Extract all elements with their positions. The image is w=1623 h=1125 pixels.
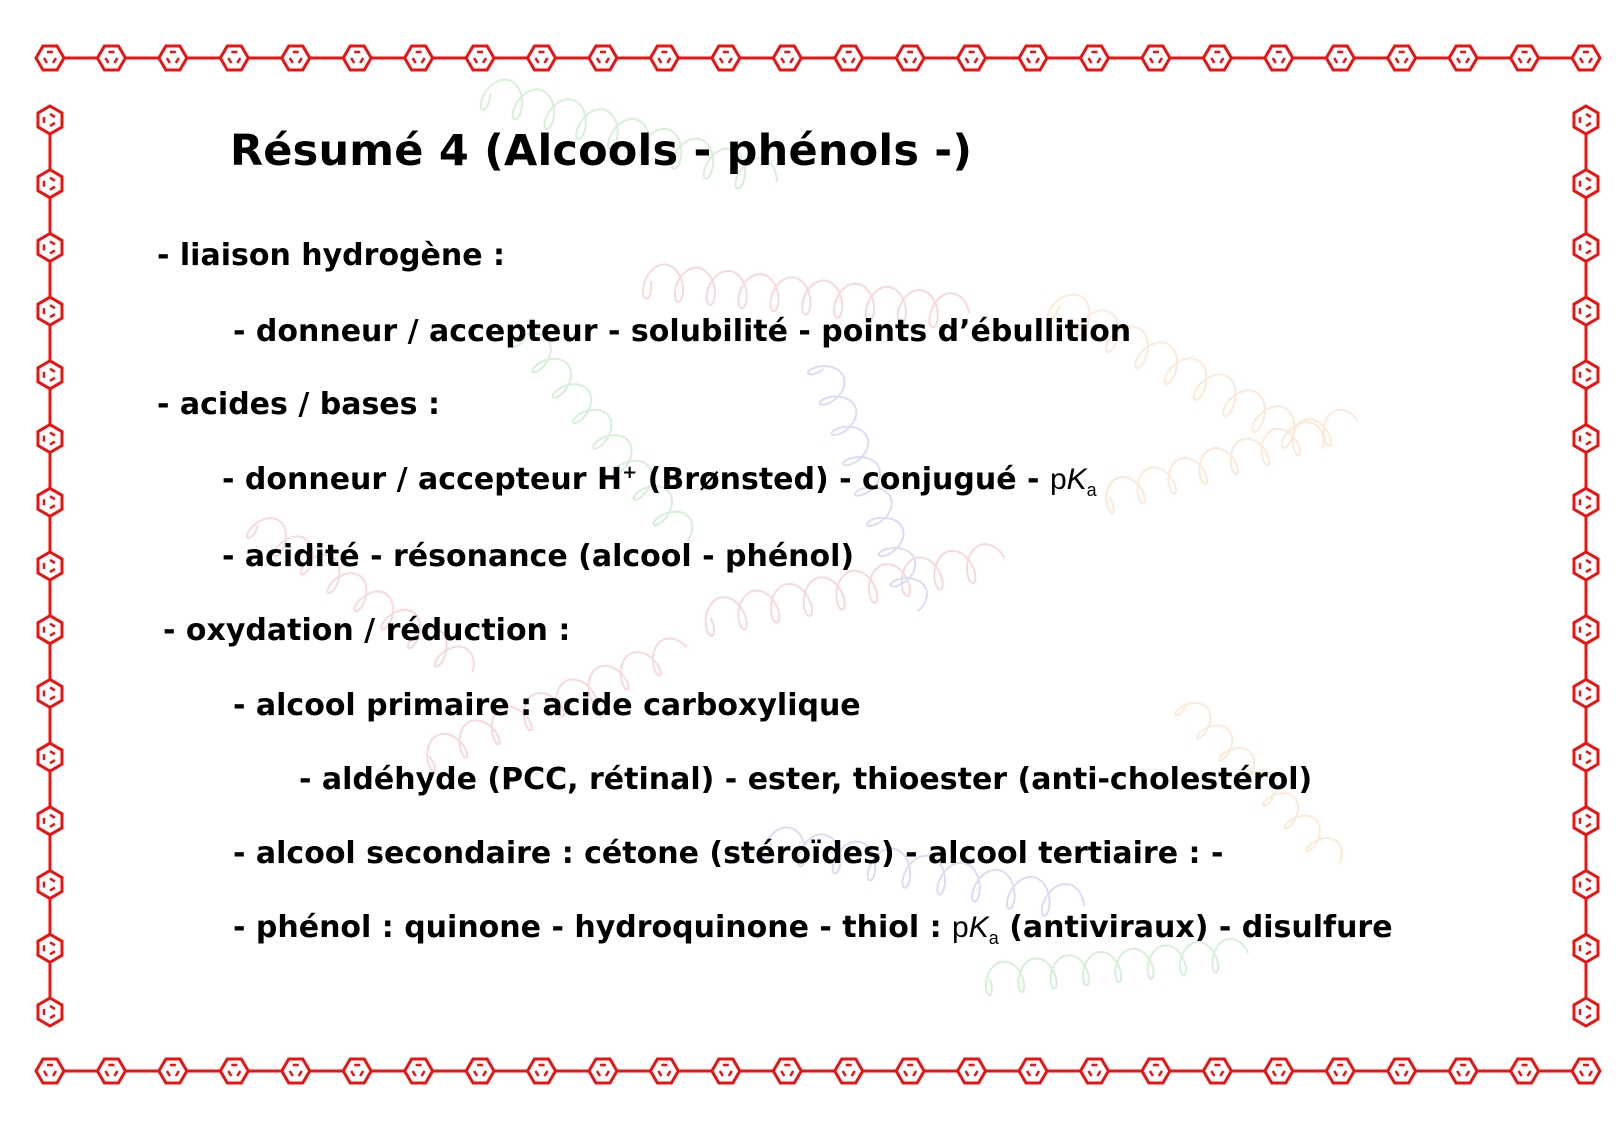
- benzene-ring-icon: [896, 46, 924, 70]
- pka-p: p: [1049, 463, 1067, 496]
- benzene-ring-icon: [38, 361, 62, 389]
- benzene-ring-icon: [1574, 807, 1598, 835]
- benzene-ring-icon: [38, 998, 62, 1026]
- benzene-ring-icon: [1574, 743, 1598, 771]
- benzene-ring-icon: [1080, 1059, 1108, 1083]
- benzene-ring-icon: [1511, 1059, 1539, 1083]
- benzene-ring-icon: [405, 1059, 433, 1083]
- benzene-ring-icon: [773, 1059, 801, 1083]
- benzene-ring-icon: [835, 1059, 863, 1083]
- benzene-ring-icon: [36, 46, 64, 70]
- benzene-ring-icon: [159, 46, 187, 70]
- benzene-ring-icon: [589, 1059, 617, 1083]
- benzene-ring-icon: [896, 1059, 924, 1083]
- benzene-ring-icon: [38, 170, 62, 198]
- benzene-ring-icon: [38, 679, 62, 707]
- benzene-ring-icon: [1574, 361, 1598, 389]
- benzene-ring-icon: [1203, 1059, 1231, 1083]
- benzene-ring-icon: [1326, 46, 1354, 70]
- benzene-ring-icon: [528, 1059, 556, 1083]
- benzene-ring-icon: [38, 488, 62, 516]
- benzene-ring-icon: [1574, 552, 1598, 580]
- benzene-ring-icon: [38, 233, 62, 261]
- benzene-ring-icon: [589, 46, 617, 70]
- benzene-ring-icon: [1574, 297, 1598, 325]
- benzene-ring-icon: [38, 807, 62, 835]
- bronsted-text: - donneur / accepteur H: [222, 462, 623, 497]
- list-subitem-bronsted: [222, 462, 1097, 500]
- benzene-ring-icon: [1574, 616, 1598, 644]
- benzene-ring-icon: [159, 1059, 187, 1083]
- benzene-ring-icon: [712, 1059, 740, 1083]
- benzene-ring-icon: [38, 425, 62, 453]
- benzene-ring-icon: [36, 1059, 64, 1083]
- list-item-liaison-hydrogene: - liaison hydrogène :: [157, 238, 506, 273]
- benzene-ring-icon: [1080, 46, 1108, 70]
- benzene-ring-icon: [1019, 46, 1047, 70]
- benzene-ring-icon: [1449, 46, 1477, 70]
- benzene-ring-icon: [958, 1059, 986, 1083]
- page-title: Résumé 4 (Alcools - phénols -): [230, 126, 973, 176]
- benzene-ring-icon: [343, 46, 371, 70]
- benzene-ring-icon: [1574, 998, 1598, 1026]
- list-subitem-alcool-secondaire: - alcool secondaire : cétone (stéroïdes) - alcool tertiaire : -: [233, 836, 1224, 871]
- benzene-ring-icon: [282, 46, 310, 70]
- benzene-ring-icon: [650, 46, 678, 70]
- benzene-ring-icon: [773, 46, 801, 70]
- benzene-ring-icon: [466, 46, 494, 70]
- benzene-ring-icon: [38, 934, 62, 962]
- benzene-ring-icon: [1574, 170, 1598, 198]
- list-subitem-donneur-accepteur: - donneur / accepteur - solubilité - points d’ébullition: [233, 314, 1132, 349]
- benzene-ring-icon: [1574, 106, 1598, 134]
- benzene-ring-icon: [343, 1059, 371, 1083]
- benzene-ring-icon: [1574, 233, 1598, 261]
- benzene-ring-icon: [1574, 425, 1598, 453]
- benzene-ring-icon: [38, 616, 62, 644]
- benzene-ring-icon: [650, 1059, 678, 1083]
- phenol-text-2: (antiviraux) - disulfure: [998, 910, 1393, 945]
- benzene-ring-icon: [38, 552, 62, 580]
- benzene-ring-icon: [38, 871, 62, 899]
- benzene-ring-icon: [1142, 1059, 1170, 1083]
- benzene-ring-icon: [1572, 46, 1600, 70]
- benzene-ring-icon: [38, 106, 62, 134]
- list-item-oxydation-reduction: - oxydation / réduction :: [163, 613, 571, 648]
- benzene-ring-icon: [38, 297, 62, 325]
- benzene-ring-icon: [405, 46, 433, 70]
- benzene-ring-icon: [835, 46, 863, 70]
- benzene-ring-icon: [1574, 488, 1598, 516]
- benzene-ring-icon: [712, 46, 740, 70]
- benzene-ring-icon: [1388, 1059, 1416, 1083]
- benzene-ring-icon: [1449, 1059, 1477, 1083]
- benzene-ring-icon: [528, 46, 556, 70]
- list-item-acides-bases: - acides / bases :: [157, 387, 440, 422]
- benzene-ring-icon: [1572, 1059, 1600, 1083]
- benzene-ring-icon: [282, 1059, 310, 1083]
- benzene-ring-icon: [1574, 871, 1598, 899]
- benzene-ring-icon: [97, 1059, 125, 1083]
- benzene-ring-icon: [1203, 46, 1231, 70]
- benzene-ring-icon: [220, 1059, 248, 1083]
- benzene-ring-icon: [220, 46, 248, 70]
- bronsted-text-2: (Brønsted) - conjugué -: [637, 462, 1050, 497]
- pka-a-2: a: [988, 928, 999, 948]
- phenol-text: - phénol : quinone - hydroquinone - thiol :: [233, 910, 953, 945]
- pka-k: K: [1066, 463, 1087, 496]
- benzene-ring-icon: [1019, 1059, 1047, 1083]
- list-subitem-alcool-primaire: - alcool primaire : acide carboxylique: [233, 688, 861, 723]
- list-subitem-acidite: - acidité - résonance (alcool - phénol): [222, 539, 855, 574]
- list-subitem-phenol: [233, 910, 1393, 948]
- benzene-ring-icon: [1265, 46, 1293, 70]
- benzene-ring-icon: [1265, 1059, 1293, 1083]
- benzene-ring-icon: [38, 743, 62, 771]
- benzene-ring-icon: [1574, 934, 1598, 962]
- benzene-ring-icon: [1574, 679, 1598, 707]
- list-subitem-aldehyde: - aldéhyde (PCC, rétinal) - ester, thioester (anti-cholestérol): [299, 762, 1313, 797]
- benzene-ring-icon: [958, 46, 986, 70]
- benzene-ring-icon: [466, 1059, 494, 1083]
- benzene-ring-icon: [1326, 1059, 1354, 1083]
- benzene-ring-icon: [1142, 46, 1170, 70]
- proton-charge: +: [622, 462, 638, 483]
- benzene-ring-icon: [1388, 46, 1416, 70]
- benzene-ring-icon: [97, 46, 125, 70]
- pka-k-2: K: [968, 911, 989, 944]
- benzene-ring-icon: [1511, 46, 1539, 70]
- pka-p-2: p: [952, 911, 969, 944]
- pka-a: a: [1086, 480, 1097, 500]
